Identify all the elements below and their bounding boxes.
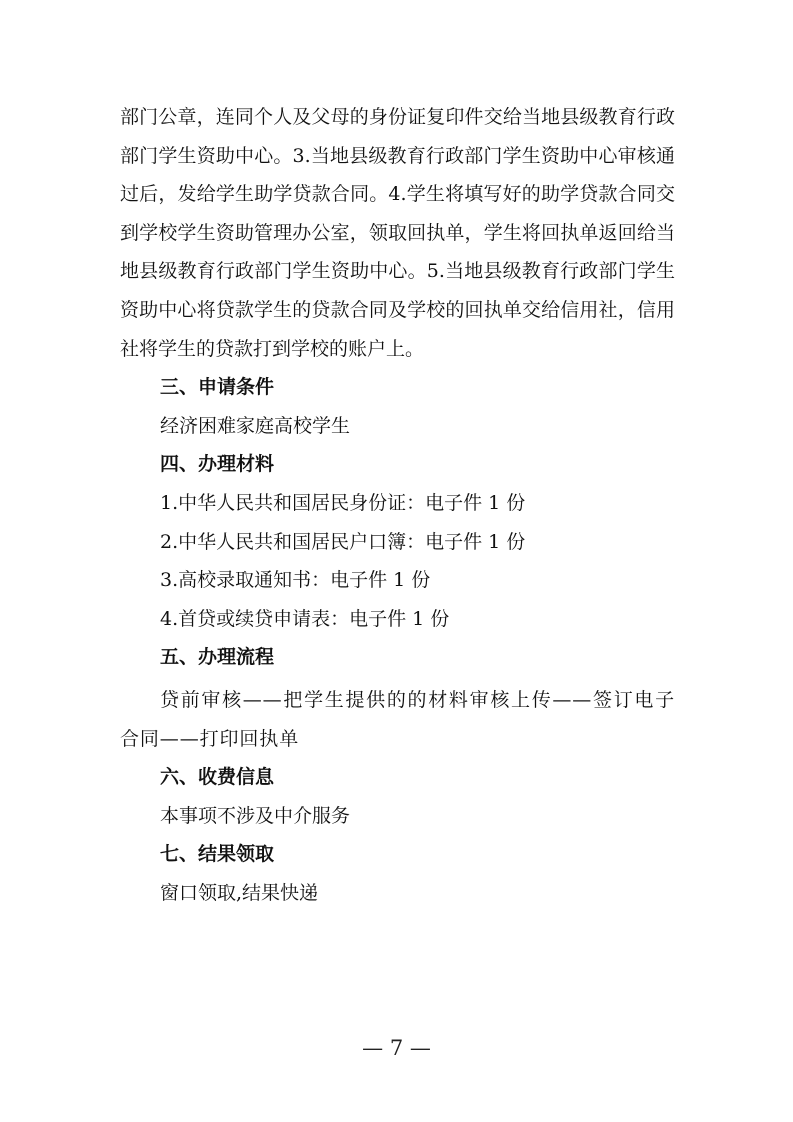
page-number: — 7 — <box>362 1036 431 1060</box>
section-heading-materials: 四、办理材料 <box>160 453 275 476</box>
document-body <box>120 98 675 912</box>
continuation-paragraph: 部门公章，连同个人及父母的身份证复印件交给当地县级教育行政部门学生资助中心。3.当地县级教育行政部门学生资助中心审核通过后，发给学生助学贷款合同。4.学生将填写好的助学贷款合同交到学校学生资助管理办公室，领取回执单，学生将回执单返回给当地县级教育行政部门学生资助中心。5.当地县级教育行政部门学生资助中心将贷款学生的贷款合同及学校的回执单交给信用社，信用社将学生的贷款打到学校的账户上。 <box>120 106 675 360</box>
section-heading-fees: 六、收费信息 <box>160 766 275 789</box>
section-heading-process: 五、办理流程 <box>160 646 275 669</box>
material-item: 4.首贷或续贷申请表：电子件 1 份 <box>160 607 450 630</box>
result-text: 窗口领取,结果快递 <box>160 881 319 904</box>
conditions-text: 经济困难家庭高校学生 <box>160 414 351 437</box>
materials-list <box>120 484 675 638</box>
material-item: 3.高校录取通知书：电子件 1 份 <box>160 569 431 592</box>
process-text: 贷前审核——把学生提供的的材料审核上传——签订电子合同——打印回执单 <box>120 688 675 750</box>
fees-text: 本事项不涉及中介服务 <box>160 804 351 827</box>
section-heading-result: 七、结果领取 <box>160 843 275 866</box>
material-item: 1.中华人民共和国居民身份证：电子件 1 份 <box>160 491 526 514</box>
section-heading-conditions: 三、申请条件 <box>160 376 275 399</box>
material-item: 2.中华人民共和国居民户口簿：电子件 1 份 <box>160 530 526 553</box>
